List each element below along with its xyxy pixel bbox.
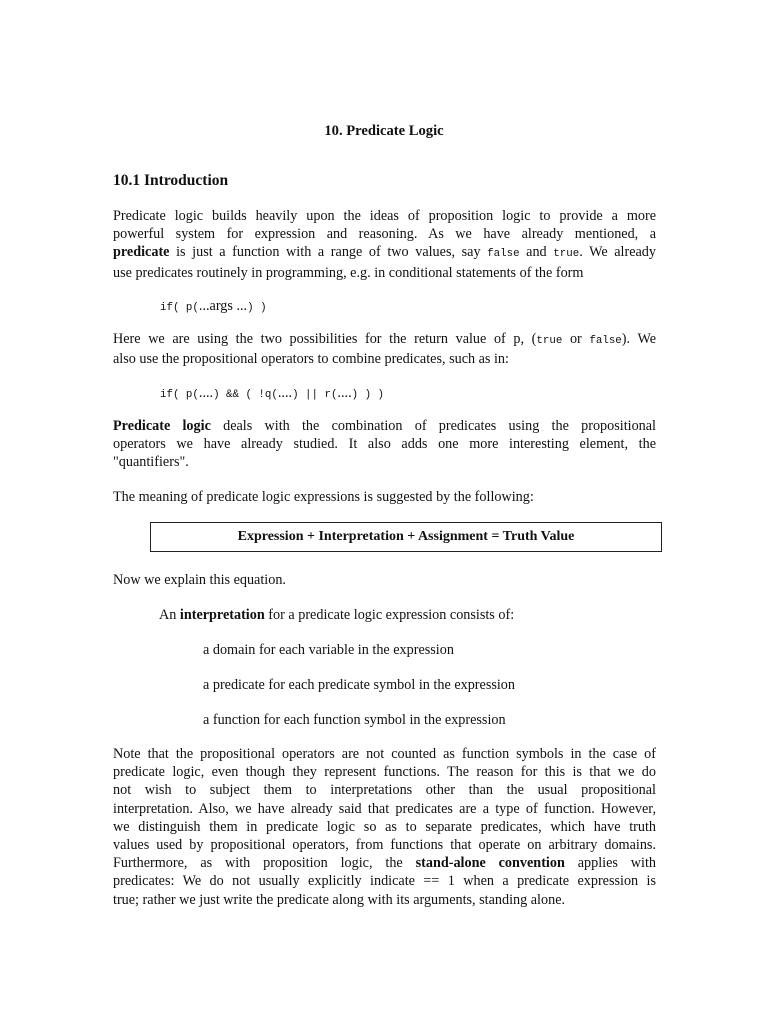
paragraph-line: we distinguish them in predicate logic so as to separate predicates, which have truth: [113, 818, 656, 835]
bold-term: interpretation: [179, 607, 265, 623]
code-term: true: [536, 335, 563, 347]
bold-term: stand-alone convention: [415, 855, 565, 872]
paragraph-line: Predicate logic builds heavily upon the ideas of proposition logic to provide a more: [113, 208, 656, 224]
paragraph-line: [113, 330, 656, 350]
paragraph-return-values: [113, 330, 656, 368]
code-dots: ....: [198, 385, 214, 401]
code-term: true: [553, 248, 580, 261]
interpretation-item: a domain for each variable in the expression: [203, 642, 454, 658]
paragraph-line: Note that the propositional operators are not counted as function symbols in the case of: [113, 746, 656, 762]
paragraph-line: "quantifiers".: [113, 454, 189, 471]
paragraph-line: [113, 854, 656, 872]
code-dots: ....: [337, 385, 352, 401]
section-heading: 10.1 Introduction: [113, 172, 229, 189]
interpretation-intro: [159, 606, 514, 624]
code-span: if( p(: [160, 302, 199, 314]
text-span: Here we are using the two possibilities for the return value of p, (: [113, 331, 537, 347]
bold-term: Predicate logic: [113, 418, 211, 434]
code-args: ...args ...: [198, 298, 248, 314]
paragraph-predicate-logic: [113, 417, 656, 472]
code-span: ) ) ): [351, 389, 385, 401]
code-span: ) || r(: [292, 389, 338, 401]
paragraph-line: values used by propositional operators, from functions that operate on arbitrary domains.: [113, 837, 656, 854]
text-span: is just a function with a range of two values, say: [169, 244, 488, 261]
code-term: false: [589, 335, 622, 347]
text-span: Furthermore, as with proposition logic, the: [113, 855, 416, 872]
interpretation-item: a function for each function symbol in the expression: [203, 712, 506, 728]
text-span: ). We: [621, 331, 656, 347]
text-span: . We already: [579, 244, 656, 261]
chapter-title: 10. Predicate Logic: [324, 123, 444, 139]
interpretation-item: a predicate for each predicate symbol in the expression: [203, 677, 515, 693]
paragraph-line: interpretation. Also, we have already said that predicates are a type of function. However,: [113, 800, 656, 817]
paragraph-line: [113, 243, 656, 263]
paragraph-line: use predicates routinely in programming, e.g. in conditional statements of the form: [113, 264, 584, 281]
code-dots: ....: [277, 385, 293, 401]
code-span: ) ): [247, 302, 267, 314]
code-example-2: [160, 384, 384, 404]
paragraph-line: true; rather we just write the predicate along with its arguments, standing alone.: [113, 891, 566, 908]
code-span: ) && ( !q(: [213, 389, 278, 401]
paragraph-line: [113, 417, 656, 435]
paragraph-line: predicates: We do not usually explicitly indicate == 1 when a predicate expression is: [113, 873, 656, 890]
paragraph-line: powerful system for expression and reasoning. As we have already mentioned, a: [113, 226, 656, 243]
paragraph-meaning: The meaning of predicate logic expressions is suggested by the following:: [113, 489, 534, 505]
text-span: deals with the combination of predicates using the propositional: [210, 418, 656, 434]
paragraph-line: not wish to subject them to interpretations other than the usual propositional: [113, 782, 656, 799]
paragraph-note: [113, 745, 656, 909]
text-span: applies with: [564, 855, 657, 872]
equation-box: Expression + Interpretation + Assignment = Truth Value: [150, 522, 662, 552]
text-span: for a predicate logic expression consists of:: [264, 607, 515, 623]
code-term: false: [487, 248, 520, 261]
paragraph-intro: [113, 207, 656, 282]
text-span: An: [159, 607, 180, 623]
text-span: and: [519, 244, 554, 261]
text-span: or: [562, 331, 590, 347]
paragraph-line: predicate logic, even though they represent functions. The reason for this is that we do: [113, 764, 656, 781]
bold-term: predicate: [113, 244, 170, 261]
paragraph-line: also use the propositional operators to combine predicates, such as in:: [113, 351, 509, 368]
paragraph-line: operators we have already studied. It also adds one more interesting element, the: [113, 436, 656, 453]
paragraph-explain: Now we explain this equation.: [113, 572, 286, 588]
code-span: if( p(: [160, 389, 199, 401]
code-example-1: [160, 297, 267, 317]
